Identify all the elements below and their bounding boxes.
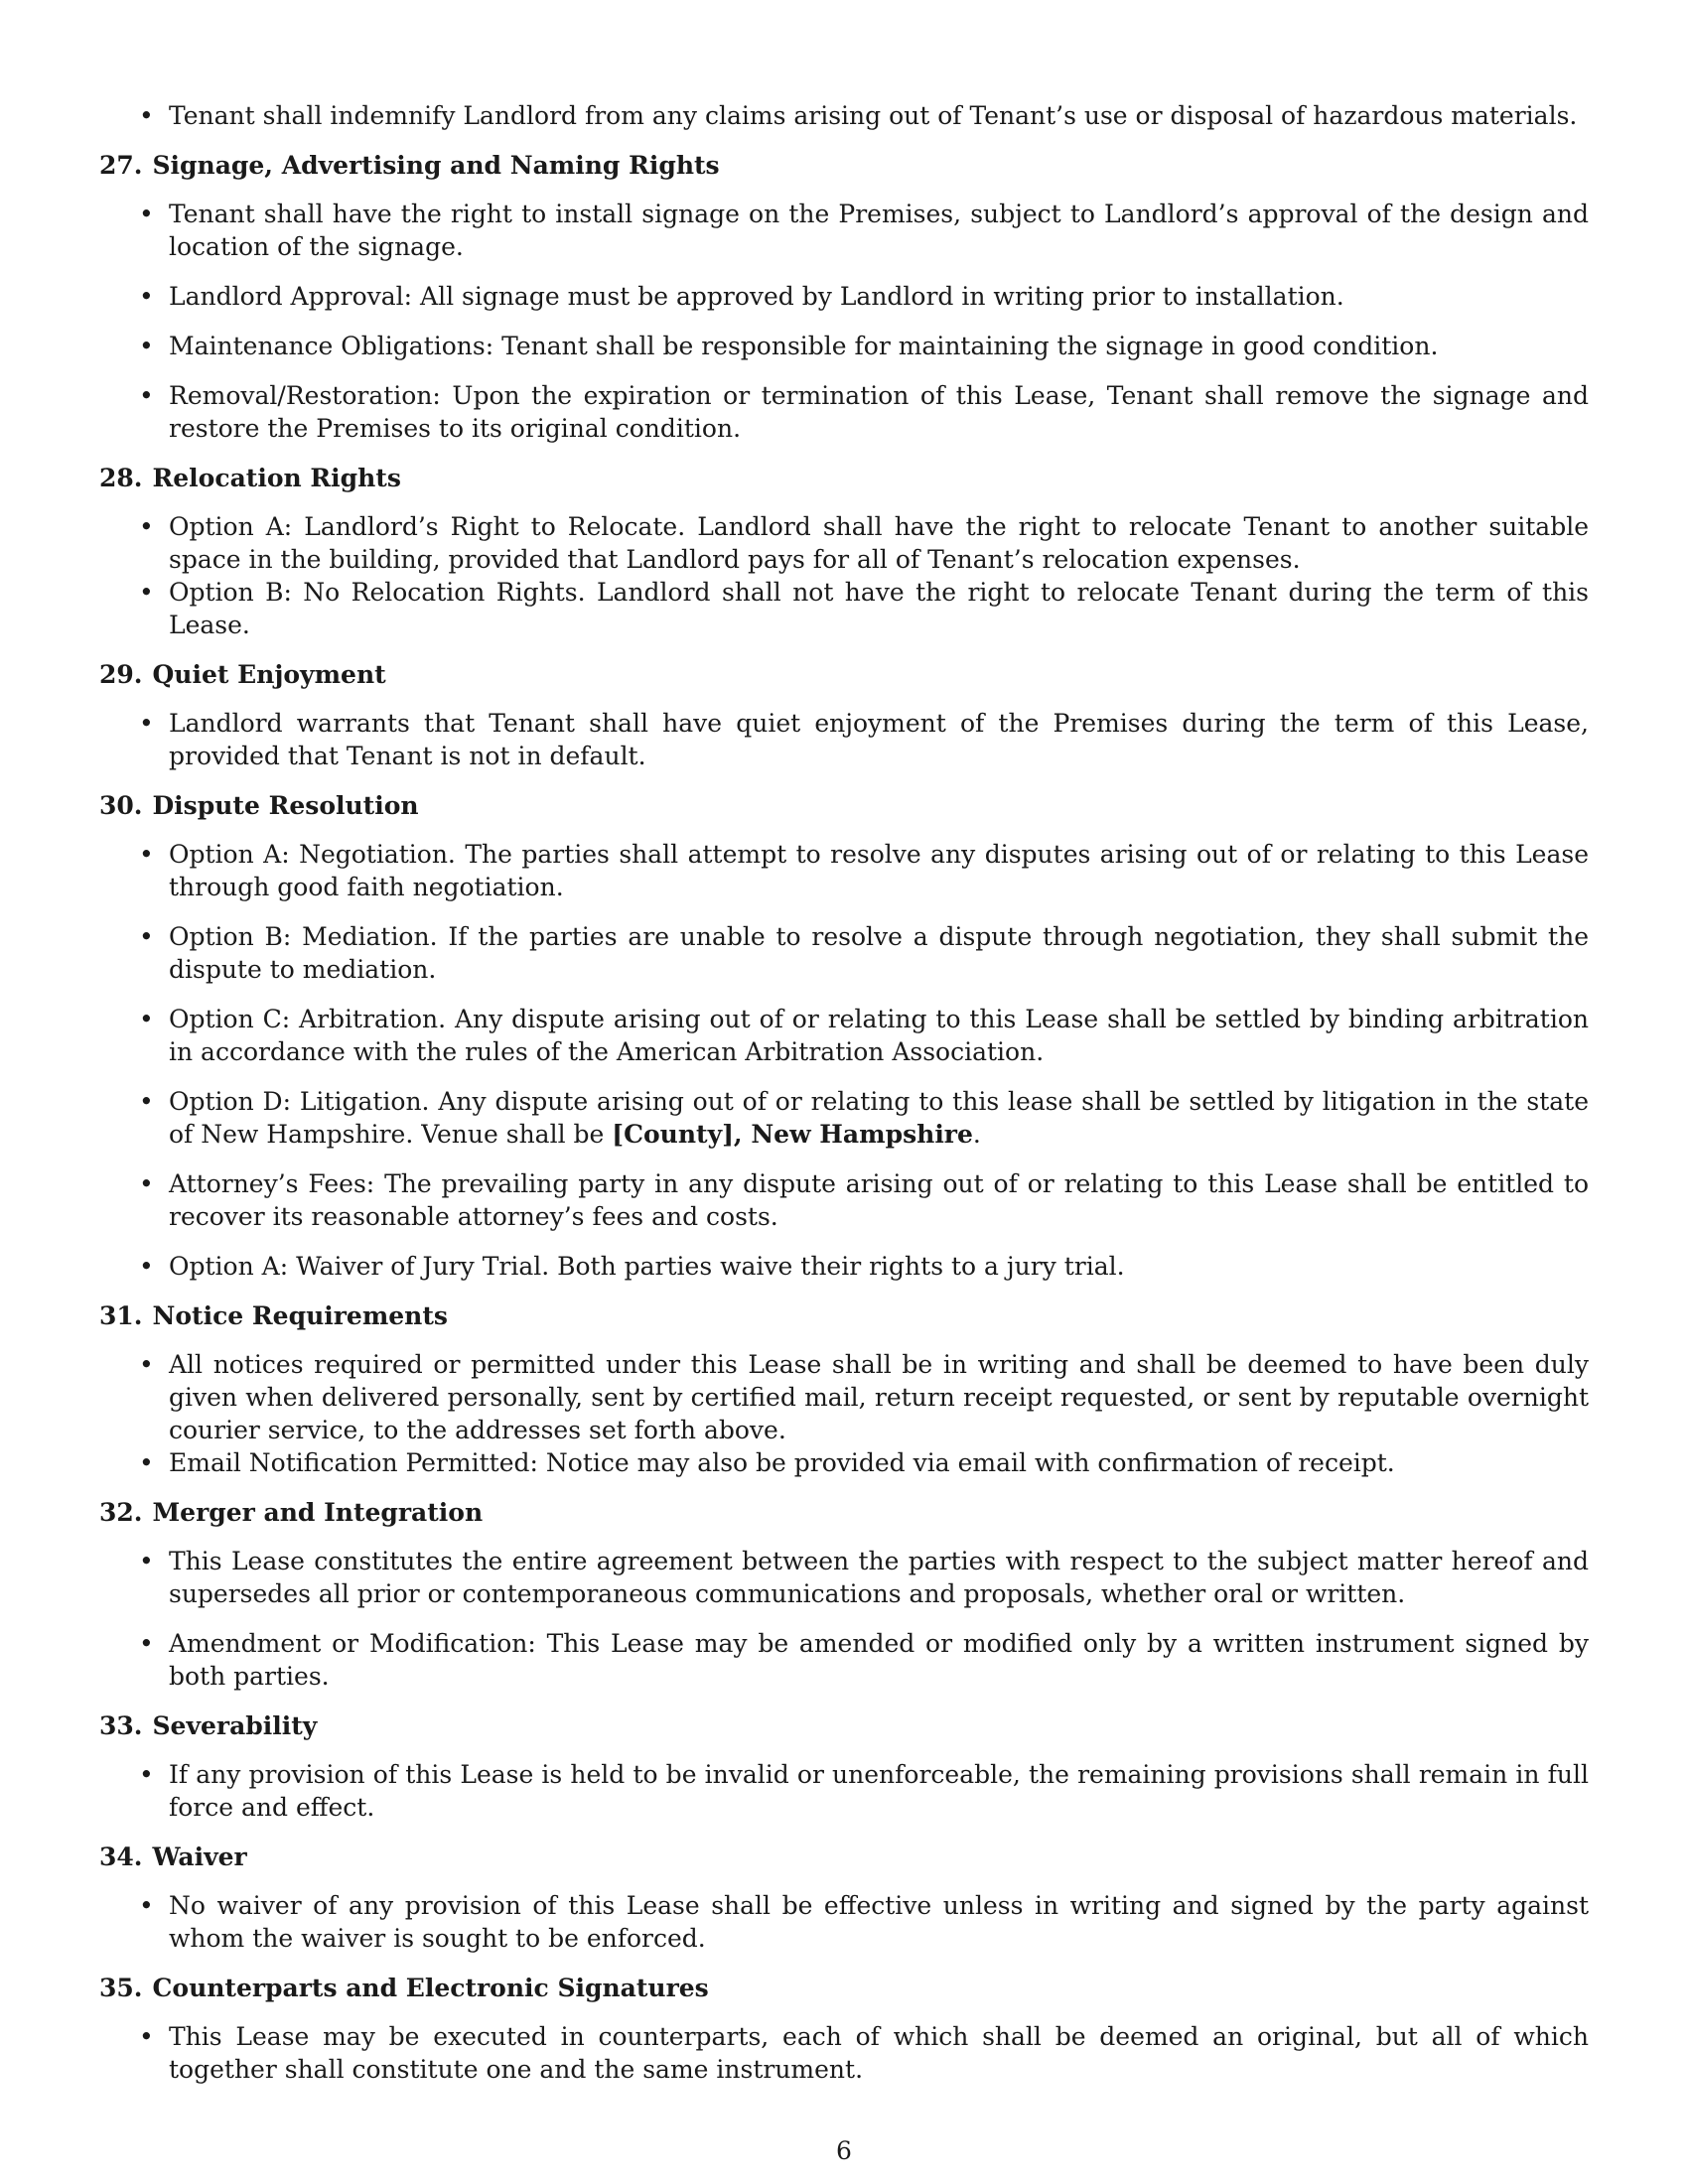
bullet-icon: •	[139, 2022, 154, 2051]
section-32	[99, 1496, 1589, 1693]
document-page	[99, 99, 1589, 2103]
list-item-text: This Lease constitutes the entire agreement between the parties with respect to the subject matter hereof and supersedes all prior or contemporaneous communications and proposals, whether oral or written.	[169, 1547, 1589, 1608]
section-title: Relocation Rights	[152, 464, 401, 492]
section-number: 33.	[99, 1711, 143, 1740]
list-item	[99, 1446, 1589, 1479]
list-item-text: Email Notification Permitted: Notice may also be provided via email with confirmation of receipt.	[169, 1448, 1395, 1477]
venue-county: [County], New Hampshire	[612, 1120, 973, 1149]
list-item-end: .	[972, 1120, 981, 1149]
list-item-text: Attorney’s Fees: The prevailing party in any dispute arising out of or relating to this Lease shall be entitled to recover its reasonable attorney’s fees and costs.	[169, 1169, 1589, 1231]
bullet-icon: •	[139, 1629, 154, 1658]
list-item	[99, 99, 1589, 132]
section-list	[99, 510, 1589, 641]
section-list	[99, 1758, 1589, 1824]
list-item	[99, 1545, 1589, 1610]
section-30	[99, 789, 1589, 1283]
section-number: 30.	[99, 791, 143, 820]
list-item-text: Maintenance Obligations: Tenant shall be responsible for maintaining the signage in good condition.	[169, 332, 1439, 360]
section-heading	[99, 1709, 1589, 1743]
bullet-icon: •	[139, 1350, 154, 1379]
list-item	[99, 838, 1589, 903]
section-heading	[99, 1972, 1589, 2005]
section-heading	[99, 1841, 1589, 1874]
section-title: Severability	[152, 1711, 318, 1740]
section-title: Counterparts and Electronic Signatures	[152, 1974, 709, 2002]
section-title: Signage, Advertising and Naming Rights	[152, 151, 720, 180]
section-number: 35.	[99, 1974, 143, 2002]
bullet-icon: •	[139, 1760, 154, 1789]
list-item-text: Option A: Negotiation. The parties shall attempt to resolve any disputes arising out of or relating to this Lease through good faith negotiation.	[169, 840, 1589, 901]
section-heading	[99, 658, 1589, 692]
section-title: Notice Requirements	[152, 1301, 448, 1330]
page-number: 6	[836, 2136, 852, 2165]
list-item-text: All notices required or permitted under this Lease shall be in writing and shall be deemed to have been duly given when delivered personally, sent by certified mail, return receipt requested, or sent by reputable overnight courier service, to the addresses set forth above.	[169, 1350, 1589, 1444]
section-list	[99, 1545, 1589, 1693]
list-item-text: This Lease may be executed in counterparts, each of which shall be deemed an original, but all of which together shall constitute one and the same instrument.	[169, 2022, 1589, 2084]
list-item	[99, 379, 1589, 445]
section-list	[99, 838, 1589, 1283]
list-item-text: Option C: Arbitration. Any dispute arising out of or relating to this Lease shall be settled by binding arbitration in accordance with the rules of the American Arbitration Association.	[169, 1005, 1589, 1066]
section-heading	[99, 149, 1589, 183]
list-item	[99, 1250, 1589, 1283]
section-list	[99, 707, 1589, 772]
list-item-text: Option D: Litigation. Any dispute arising out of or relating to this lease shall be settled by litigation in the state of New Hampshire. Venue shall be	[169, 1087, 1589, 1149]
list-item	[99, 2020, 1589, 2086]
bullet-icon: •	[139, 840, 154, 869]
bullet-icon: •	[139, 101, 154, 130]
list-item-text: Tenant shall have the right to install signage on the Premises, subject to Landlord’s approval of the design and location of the signage.	[169, 200, 1589, 261]
intro-list	[99, 99, 1589, 132]
bullet-icon: •	[139, 922, 154, 951]
section-number: 28.	[99, 464, 143, 492]
section-number: 31.	[99, 1301, 143, 1330]
list-item	[99, 707, 1589, 772]
bullet-icon: •	[139, 1087, 154, 1116]
list-item	[99, 280, 1589, 313]
list-item-text: Tenant shall indemnify Landlord from any claims arising out of Tenant’s use or disposal of hazardous materials.	[169, 101, 1578, 130]
list-item-text: Landlord Approval: All signage must be approved by Landlord in writing prior to installation.	[169, 282, 1344, 311]
section-heading	[99, 789, 1589, 823]
section-list	[99, 198, 1589, 445]
section-number: 27.	[99, 151, 143, 180]
section-title: Dispute Resolution	[152, 791, 419, 820]
list-item	[99, 510, 1589, 576]
list-item	[99, 920, 1589, 986]
section-title: Merger and Integration	[152, 1498, 484, 1527]
bullet-icon: •	[139, 512, 154, 541]
list-item-text: Option A: Waiver of Jury Trial. Both parties waive their rights to a jury trial.	[169, 1252, 1125, 1281]
list-item	[99, 1167, 1589, 1233]
section-29	[99, 658, 1589, 772]
bullet-icon: •	[139, 1252, 154, 1281]
list-item	[99, 1889, 1589, 1955]
bullet-icon: •	[139, 1169, 154, 1198]
section-number: 29.	[99, 660, 143, 689]
list-item-text: If any provision of this Lease is held to be invalid or unenforceable, the remaining provisions shall remain in full force and effect.	[169, 1760, 1589, 1822]
list-item	[99, 1085, 1589, 1151]
list-item	[99, 1348, 1589, 1446]
list-item	[99, 1758, 1589, 1824]
section-list	[99, 1348, 1589, 1479]
bullet-icon: •	[139, 1891, 154, 1920]
section-33	[99, 1709, 1589, 1824]
section-title: Quiet Enjoyment	[152, 660, 386, 689]
section-number: 34.	[99, 1843, 143, 1871]
list-item-text: Option B: Mediation. If the parties are unable to resolve a dispute through negotiation, they shall submit the dispute to mediation.	[169, 922, 1589, 984]
section-35	[99, 1972, 1589, 2086]
section-list	[99, 1889, 1589, 1955]
list-item-text: Option A: Landlord’s Right to Relocate. Landlord shall have the right to relocate Tenant to another suitable space in the building, provided that Landlord pays for all of Tenant’s relocation expenses.	[169, 512, 1589, 574]
list-item	[99, 198, 1589, 263]
list-item-text: Removal/Restoration: Upon the expiration or termination of this Lease, Tenant shall remove the signage and restore the Premises to its original condition.	[169, 381, 1589, 443]
bullet-icon: •	[139, 1547, 154, 1575]
section-number: 32.	[99, 1498, 143, 1527]
section-heading	[99, 1299, 1589, 1333]
section-27	[99, 149, 1589, 445]
list-item	[99, 1627, 1589, 1693]
bullet-icon: •	[139, 578, 154, 607]
bullet-icon: •	[139, 282, 154, 311]
section-list	[99, 2020, 1589, 2086]
list-item-text: Option B: No Relocation Rights. Landlord shall not have the right to relocate Tenant during the term of this Lease.	[169, 578, 1589, 639]
section-28	[99, 462, 1589, 641]
section-31	[99, 1299, 1589, 1479]
bullet-icon: •	[139, 709, 154, 738]
section-heading	[99, 1496, 1589, 1530]
section-title: Waiver	[152, 1843, 247, 1871]
bullet-icon: •	[139, 381, 154, 410]
list-item-text: Amendment or Modification: This Lease may be amended or modified only by a written instrument signed by both parties.	[169, 1629, 1589, 1691]
section-heading	[99, 462, 1589, 495]
bullet-icon: •	[139, 1448, 154, 1477]
bullet-icon: •	[139, 1005, 154, 1033]
bullet-icon: •	[139, 332, 154, 360]
list-item	[99, 330, 1589, 362]
list-item-text: Landlord warrants that Tenant shall have quiet enjoyment of the Premises during the term of this Lease, provided that Tenant is not in default.	[169, 709, 1589, 770]
list-item	[99, 576, 1589, 641]
list-item-text: No waiver of any provision of this Lease shall be effective unless in writing and signed by the party against whom the waiver is sought to be enforced.	[169, 1891, 1589, 1953]
bullet-icon: •	[139, 200, 154, 228]
list-item	[99, 1003, 1589, 1068]
section-34	[99, 1841, 1589, 1955]
